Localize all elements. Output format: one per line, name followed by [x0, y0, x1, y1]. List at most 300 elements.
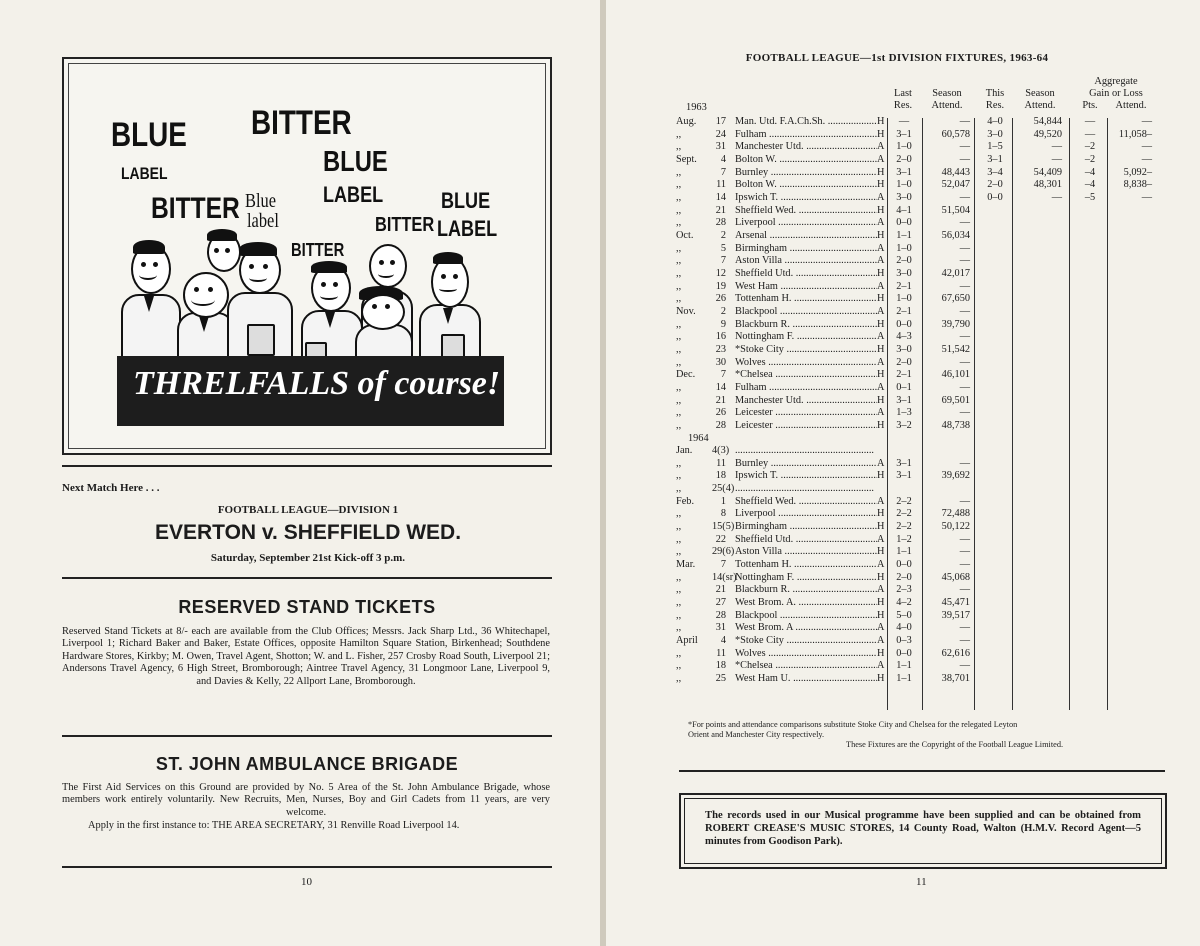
last-attendance: —	[959, 191, 970, 203]
header-line: Res.	[985, 100, 1005, 111]
season-attendance: —	[1051, 153, 1062, 165]
fixture-month: ,,	[676, 356, 682, 368]
last-attendance: 56,034	[941, 229, 970, 241]
fixture-venue: A	[877, 635, 887, 648]
fixture-venue: A	[877, 382, 887, 395]
fixture-day: 4(3)	[712, 445, 730, 457]
copyright-note: These Fixtures are the Copyright of the Football League Limited.	[846, 740, 1064, 749]
fixture-row	[606, 255, 1200, 268]
fixture-month: ,,	[676, 204, 682, 216]
fixture-month: ,,	[676, 483, 682, 495]
fixture-row	[606, 622, 1200, 635]
fixture-day: 18	[715, 660, 726, 672]
fixture-month: ,,	[676, 597, 682, 609]
fixture-venue: H	[877, 369, 887, 382]
fixture-day: 12	[715, 267, 726, 279]
fixture-day: 7	[720, 166, 726, 178]
fixture-month: Oct.	[676, 229, 694, 241]
fixture-row	[606, 483, 1200, 496]
points-gain-loss: –5	[1084, 191, 1096, 203]
last-attendance: 38,701	[941, 673, 970, 685]
last-attendance: —	[959, 141, 970, 153]
fixture-month: ,,	[676, 647, 682, 659]
fixture-venue: H	[877, 293, 887, 306]
advert-word: BLUE	[441, 188, 491, 213]
fixture-row	[606, 129, 1200, 142]
season-attendance: 48,301	[1033, 179, 1062, 191]
last-result: 2–0	[896, 153, 912, 165]
fixture-row	[606, 508, 1200, 521]
fixture-day: 8	[720, 508, 726, 520]
fixture-venue: A	[877, 154, 887, 167]
last-result: 0–0	[896, 318, 912, 330]
fixture-venue: A	[877, 192, 887, 205]
fixture-row	[606, 230, 1200, 243]
fixture-month: ,,	[676, 533, 682, 545]
fixture-opponent: Bolton W. .....	[735, 154, 883, 167]
fixture-opponent: Tottenham H. .....	[735, 293, 883, 306]
fixture-day: 7	[720, 559, 726, 571]
kickoff-time: Saturday, September 21st Kick-off 3 p.m.	[210, 552, 406, 564]
fixture-venue: A	[877, 496, 887, 509]
fixture-opponent: Birmingham .....	[735, 243, 883, 256]
fixture-opponent: Leicester .....	[735, 407, 883, 420]
music-notice-box	[679, 793, 1167, 869]
this-result: 0–0	[987, 191, 1003, 203]
last-attendance: 45,068	[941, 571, 970, 583]
fixture-opponent: *Stoke City .....	[735, 635, 883, 648]
last-attendance: 72,488	[941, 508, 970, 520]
fixture-venue: A	[877, 255, 887, 268]
last-result: 3–0	[896, 267, 912, 279]
last-attendance: 48,443	[941, 166, 970, 178]
fixture-opponent: West Ham .....	[735, 281, 883, 294]
header-line: Season	[1025, 88, 1055, 99]
fixture-month: ,,	[676, 343, 682, 355]
fixture-month: ,,	[676, 521, 682, 533]
fixture-opponent: Sheffield Utd. .....	[735, 268, 883, 281]
fixture-venue: A	[877, 243, 887, 256]
fixture-month: ,,	[676, 470, 682, 482]
fixture-month: ,,	[676, 508, 682, 520]
divider	[62, 866, 552, 868]
fixture-row	[606, 369, 1200, 382]
fixture-row	[606, 648, 1200, 661]
fixture-venue: H	[877, 319, 887, 332]
attendance-gain-loss: —	[1141, 153, 1152, 165]
this-result: 1–5	[987, 141, 1003, 153]
points-header: Pts.	[1082, 100, 1098, 111]
header-line: Attend.	[931, 100, 963, 111]
fixture-month: ,,	[676, 660, 682, 672]
fixture-opponent	[735, 483, 883, 496]
fixture-opponent: Bolton W. .....	[735, 179, 883, 192]
fixture-row	[606, 584, 1200, 597]
fixture-venue: H	[877, 572, 887, 585]
fixture-opponent: Burnley .....	[735, 167, 883, 180]
last-attendance: —	[959, 622, 970, 634]
fixture-day: 22	[715, 533, 726, 545]
fixture-row	[606, 597, 1200, 610]
header-line: This	[985, 88, 1005, 99]
attendance-gain-loss: 5,092–	[1123, 166, 1152, 178]
fixture-venue: H	[877, 610, 887, 623]
season-attendance: 49,520	[1033, 128, 1062, 140]
fixture-venue: H	[877, 116, 887, 129]
fixture-venue: H	[877, 179, 887, 192]
year-header: 1963	[686, 102, 707, 113]
attendance-gain-loss: —	[1141, 191, 1152, 203]
last-result: 2–1	[896, 305, 912, 317]
fixture-month: Jan.	[676, 445, 693, 457]
fixture-row	[606, 205, 1200, 218]
attendance-gain-loss: —	[1141, 116, 1152, 127]
fixture-opponent: Man. Utd. F.A.Ch.Sh. .....	[735, 116, 883, 129]
fixture-opponent: Blackburn R. .....	[735, 584, 883, 597]
season-attendance: 54,844	[1033, 116, 1062, 127]
last-result: 1–1	[896, 660, 912, 672]
last-attendance: 39,692	[941, 470, 970, 482]
fixture-day: 14(sr)	[712, 571, 737, 583]
last-attendance: 69,501	[941, 394, 970, 406]
fixture-day: 23	[715, 343, 726, 355]
fixture-month: ,,	[676, 407, 682, 419]
last-attendance: 50,122	[941, 521, 970, 533]
last-attendance: 51,504	[941, 204, 970, 216]
fixture-row	[606, 572, 1200, 585]
fixture-row	[606, 395, 1200, 408]
fixture-day: 28	[715, 609, 726, 621]
fixture-venue: H	[877, 673, 887, 686]
fixture-venue: H	[877, 546, 887, 559]
fixture-day: 21	[715, 394, 726, 406]
reserved-tickets-text: Reserved Stand Tickets at 8/- each are available from the Club Offices; Messrs. Jack Sharp Ltd., 36 Whitechapel, Liverpool 1; Richard Baker and Baker, Estate Offices, opposite Hamilton Square Station, Birkenhead; Southdene Hardware Stores, Kirkby; M. Owen, Travel Agent, Shotton; W. and L. Fisher, 257 Crosby Road South, Liverpool 21; Andersons Travel Agency, 6 High Street, Bromborough; Aintree Travel Agency, 31 Longmoor Lane, Liverpool 9, and Davies & Kelly, 22 Allport Lane, Bromborough.	[62, 626, 550, 687]
last-result: 1–0	[896, 242, 912, 254]
last-result: 4–1	[896, 204, 912, 216]
last-result: 3–2	[896, 419, 912, 431]
fixture-row	[606, 179, 1200, 192]
fixture-day: 17	[715, 116, 726, 127]
fixture-venue: A	[877, 534, 887, 547]
fixture-venue: A	[877, 281, 887, 294]
advert-word: LABEL	[323, 182, 384, 207]
last-result: 3–1	[896, 470, 912, 482]
fixture-day: 21	[715, 584, 726, 596]
fixture-day: 28	[715, 217, 726, 229]
season-attendance: 54,409	[1033, 166, 1062, 178]
fixture-day: 24	[715, 128, 726, 140]
fixture-month: 1964	[688, 432, 709, 444]
fixture-month: ,,	[676, 394, 682, 406]
last-result: 1–0	[896, 293, 912, 305]
season-attendance: —	[1051, 191, 1062, 203]
last-attendance: —	[959, 635, 970, 647]
fixture-month: ,,	[676, 419, 682, 431]
threlfalls-advert	[62, 57, 552, 455]
fixture-month: Aug.	[676, 116, 697, 127]
slogan-text: THRELFALLS of course!	[133, 365, 501, 402]
fixture-day: 21	[715, 204, 726, 216]
fixture-opponent: Tottenham H. .....	[735, 559, 883, 572]
fixture-month: ,,	[676, 267, 682, 279]
last-attendance: 39,790	[941, 318, 970, 330]
fixture-opponent: Ipswich T. .....	[735, 192, 883, 205]
last-result: 0–3	[896, 635, 912, 647]
last-result: 0–1	[896, 381, 912, 393]
fixture-day: 5	[720, 242, 726, 254]
advert-word: Blue	[245, 190, 276, 212]
divider	[62, 735, 552, 737]
fixture-day: 18	[715, 470, 726, 482]
fixture-venue: H	[877, 420, 887, 433]
year-row	[606, 433, 1200, 446]
fixture-day: 31	[715, 622, 726, 634]
divider	[62, 465, 552, 467]
last-attendance: 45,471	[941, 597, 970, 609]
fixture-opponent: Blackpool .....	[735, 306, 883, 319]
last-attendance: —	[959, 495, 970, 507]
fixture-venue: H	[877, 508, 887, 521]
fixture-row	[606, 420, 1200, 433]
last-attendance: 60,578	[941, 128, 970, 140]
advert-word: label	[247, 210, 279, 232]
advert-word: LABEL	[121, 164, 168, 183]
points-gain-loss: —	[1084, 116, 1096, 127]
last-result: 3–0	[896, 191, 912, 203]
last-attendance: —	[959, 116, 970, 127]
fixture-venue: H	[877, 521, 887, 534]
fixture-day: 11	[716, 647, 726, 659]
footnote: *For points and attendance comparisons substitute Stoke City and Chelsea for the relegated Leyton	[688, 720, 1018, 729]
last-result: 2–3	[896, 584, 912, 596]
last-attendance: —	[959, 660, 970, 672]
fixture-row	[606, 445, 1200, 458]
header-line: Last	[894, 88, 912, 99]
fixture-venue: H	[877, 129, 887, 142]
fixture-day: 7	[720, 369, 726, 381]
fixture-month: ,,	[676, 318, 682, 330]
fixture-venue: A	[877, 622, 887, 635]
competition-title: FOOTBALL LEAGUE—DIVISION 1	[217, 504, 399, 516]
fixture-venue: H	[877, 167, 887, 180]
fixture-day: 1	[720, 495, 726, 507]
last-attendance: —	[959, 305, 970, 317]
fixture-opponent: Wolves .....	[735, 648, 883, 661]
last-res-header	[886, 88, 920, 112]
music-notice-text: The records used in our Musical programme have been supplied and can be obtained from ROBERT CREASE'S MUSIC STORES, 14 County Road, Walton (H.M.V. Record Agent—5 minutes from Goodison Park).	[705, 810, 1141, 847]
last-result: 0–0	[896, 647, 912, 659]
fixture-day: 28	[715, 419, 726, 431]
fixture-row	[606, 154, 1200, 167]
fixture-opponent	[735, 445, 883, 458]
fixture-opponent: West Brom. A .....	[735, 622, 883, 635]
fixture-opponent: Nottingham F. .....	[735, 331, 883, 344]
last-result: 1–0	[896, 141, 912, 153]
fixture-day: 14	[715, 191, 726, 203]
last-attendance: —	[959, 242, 970, 254]
fixture-day: 26	[715, 407, 726, 419]
last-result: 2–2	[896, 508, 912, 520]
last-result: 3–1	[896, 128, 912, 140]
attendance-gain-loss: —	[1141, 141, 1152, 153]
fixture-row	[606, 458, 1200, 471]
fixture-month: Dec.	[676, 369, 696, 381]
this-result: 3–4	[987, 166, 1003, 178]
header-line: Res.	[893, 100, 913, 111]
fixture-month: ,,	[676, 141, 682, 153]
fixture-day: 16	[715, 331, 726, 343]
this-result: 3–0	[987, 128, 1003, 140]
last-attendance: —	[959, 584, 970, 596]
last-attendance: —	[959, 217, 970, 229]
points-gain-loss: –4	[1084, 179, 1096, 191]
fixture-month: ,,	[676, 179, 682, 191]
fixture-row	[606, 268, 1200, 281]
fixture-opponent: *Chelsea .....	[735, 660, 883, 673]
advert-word: BITTER	[151, 192, 240, 225]
fixture-month: April	[676, 635, 698, 647]
last-attendance: 48,738	[941, 419, 970, 431]
fixture-opponent: Manchester Utd. .....	[735, 395, 883, 408]
fixture-venue: A	[877, 407, 887, 420]
reserved-tickets-heading: RESERVED STAND TICKETS	[178, 597, 436, 617]
this-result: 2–0	[987, 179, 1003, 191]
fixture-row	[606, 610, 1200, 623]
fixture-month: ,,	[676, 280, 682, 292]
last-attendance: 46,101	[941, 369, 970, 381]
fixture-month: ,,	[676, 191, 682, 203]
fixture-opponent: Aston Villa .....	[735, 255, 883, 268]
advert-word: LABEL	[437, 216, 498, 241]
fixture-month: ,,	[676, 609, 682, 621]
fixture-day: 25	[715, 673, 726, 685]
fixture-opponent: Sheffield Wed. .....	[735, 205, 883, 218]
fixture-day: 7	[720, 255, 726, 267]
last-attendance: 39,517	[941, 609, 970, 621]
last-result: 0–0	[896, 217, 912, 229]
fixture-venue: A	[877, 357, 887, 370]
gain-loss-header: Gain or Loss	[1089, 88, 1143, 99]
last-attendance: —	[959, 381, 970, 393]
fixture-day: 11	[716, 457, 726, 469]
fixture-day: 14	[715, 381, 726, 393]
last-attendance: —	[959, 546, 970, 558]
fixture-row	[606, 496, 1200, 509]
season-attend-header	[924, 88, 970, 112]
fixture-opponent: Leicester .....	[735, 420, 883, 433]
fixture-opponent: Sheffield Utd. .....	[735, 534, 883, 547]
fixture-day: 15(5)	[712, 521, 735, 533]
fixture-row	[606, 281, 1200, 294]
slogan-banner	[117, 356, 504, 426]
last-attendance: —	[959, 356, 970, 368]
fixture-title: EVERTON v. SHEFFIELD WED.	[154, 521, 462, 544]
points-gain-loss: –4	[1084, 166, 1096, 178]
advert-word: BITTER	[291, 240, 345, 260]
fixture-opponent: Fulham .....	[735, 129, 883, 142]
right-page	[606, 0, 1200, 946]
fixture-row	[606, 635, 1200, 648]
last-attendance: —	[959, 457, 970, 469]
ambulance-heading: ST. JOHN AMBULANCE BRIGADE	[155, 754, 459, 774]
last-result: 0–0	[896, 559, 912, 571]
fixture-month: ,,	[676, 242, 682, 254]
fixture-opponent: Aston Villa .....	[735, 546, 883, 559]
last-result: 3–1	[896, 394, 912, 406]
advert-frame	[68, 63, 546, 449]
attendance-gain-loss: 11,058–	[1118, 128, 1152, 140]
fixture-day: 11	[716, 179, 726, 191]
ambulance-text: The First Aid Services on this Ground are provided by No. 5 Area of the St. John Ambulance Brigade, whose members work entirely voluntarily. New Recruits, Men, Nurses, Boy and Girl Cadets from 11 years, are very welcome.	[62, 782, 550, 818]
fixture-day: 4	[720, 153, 726, 165]
fixture-venue: A	[877, 559, 887, 572]
last-attendance: —	[959, 280, 970, 292]
last-result: 2–0	[896, 356, 912, 368]
fixture-opponent: Blackburn R. .....	[735, 319, 883, 332]
season-attend-header-2	[1016, 88, 1064, 112]
fixtures-title: FOOTBALL LEAGUE—1st DIVISION FIXTURES, 1963-64	[745, 52, 1049, 64]
advert-word: BITTER	[251, 104, 352, 142]
this-result: 3–1	[987, 153, 1003, 165]
points-gain-loss: –2	[1084, 153, 1096, 165]
fixture-month: ,,	[676, 571, 682, 583]
page-number: 11	[916, 876, 927, 888]
fixture-row	[606, 141, 1200, 154]
season-attendance: —	[1051, 141, 1062, 153]
last-attendance: —	[959, 559, 970, 571]
aggregate-header: Aggregate	[1094, 76, 1138, 87]
fixture-day: 2	[720, 305, 726, 317]
fixture-month: ,,	[676, 217, 682, 229]
points-gain-loss: —	[1084, 128, 1096, 140]
last-result: 1–1	[896, 546, 912, 558]
fixture-month: ,,	[676, 546, 682, 558]
next-match-label: Next Match Here . . .	[62, 482, 160, 494]
fixture-venue: H	[877, 648, 887, 661]
fixture-row	[606, 673, 1200, 686]
last-attendance: —	[959, 407, 970, 419]
last-result: 3–1	[896, 166, 912, 178]
fixture-opponent: Nottingham F. .....	[735, 572, 883, 585]
attendance-gain-loss: 8,838–	[1123, 179, 1152, 191]
last-attendance: 52,047	[941, 179, 970, 191]
fixture-venue: H	[877, 344, 887, 357]
last-attendance: —	[959, 255, 970, 267]
last-result: 4–0	[896, 622, 912, 634]
fixture-venue: H	[877, 597, 887, 610]
fixture-month: Mar.	[676, 559, 696, 571]
last-attendance: —	[959, 331, 970, 343]
points-gain-loss: –2	[1084, 141, 1096, 153]
fixture-month: ,,	[676, 381, 682, 393]
fixture-day: 26	[715, 293, 726, 305]
last-result: 2–2	[896, 521, 912, 533]
fixture-day: 25(4)	[712, 483, 735, 495]
fixture-row	[606, 306, 1200, 319]
fixture-row	[606, 243, 1200, 256]
footnote: Orient and Manchester City respectively.	[688, 730, 825, 739]
fixture-venue: A	[877, 458, 887, 471]
fixture-row	[606, 470, 1200, 483]
fixture-month: ,,	[676, 128, 682, 140]
fixture-day: 4	[720, 635, 726, 647]
fixture-venue: H	[877, 470, 887, 483]
fixture-row	[606, 660, 1200, 673]
fixture-day: 19	[715, 280, 726, 292]
fixture-venue: H	[877, 268, 887, 281]
page-number: 10	[301, 876, 312, 888]
fixture-venue: H	[877, 205, 887, 218]
